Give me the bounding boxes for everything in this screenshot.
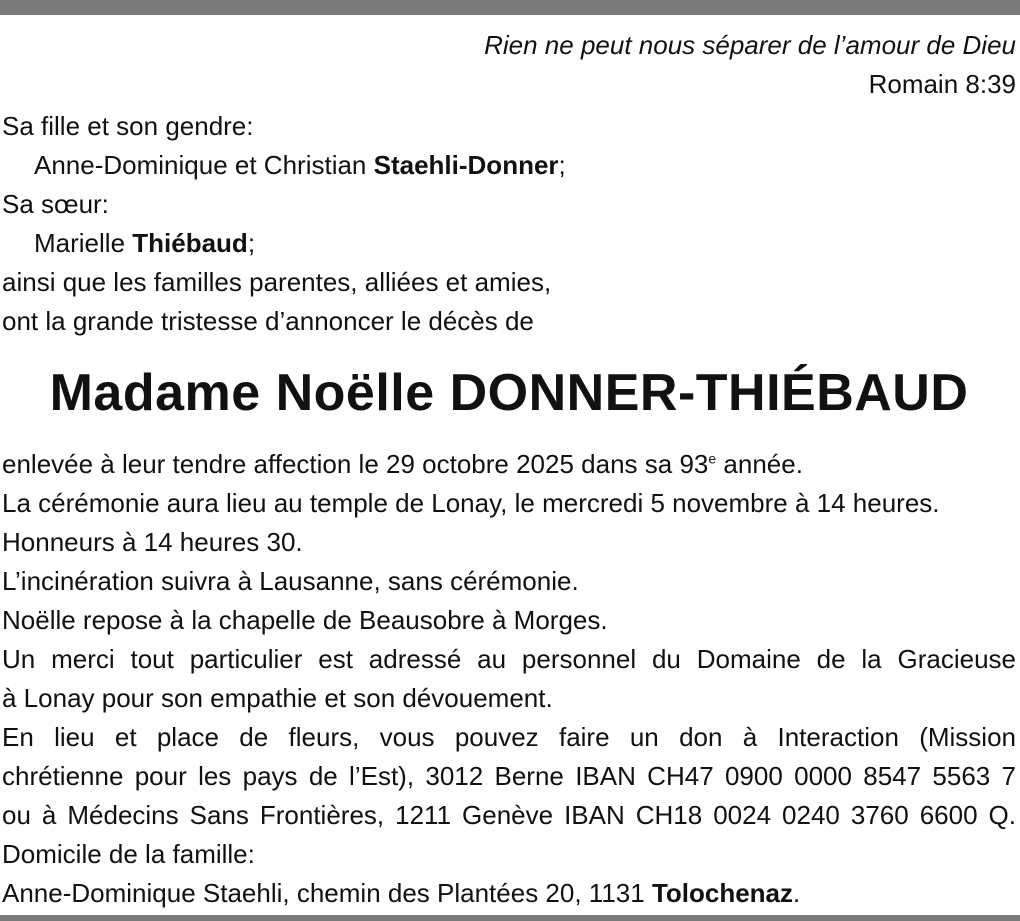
- family-line-relatives: ainsi que les familles parentes, alliées et amies,: [2, 267, 552, 297]
- family-line-sister-name: Marielle Thiébaud;: [34, 228, 256, 258]
- body-line-donation-1: En lieu et place de fleurs, vous pouvez faire un don à Interaction (Mission: [2, 722, 1016, 752]
- top-rule: [0, 0, 1020, 15]
- family-line-announcement: ont la grande tristesse d’annoncer le décès de: [2, 306, 534, 336]
- body-line-address-heading: Domicile de la famille:: [2, 839, 255, 869]
- bible-verse: Rien ne peut nous séparer de l’amour de Dieu: [484, 30, 1016, 60]
- surname-staehli-donner: Staehli-Donner: [373, 150, 559, 180]
- family-line-daughter-names: Anne-Dominique et Christian Staehli-Donner;: [34, 150, 566, 180]
- body-line-repose: Noëlle repose à la chapelle de Beausobre à Morges.: [2, 605, 608, 635]
- deceased-name: Madame Noëlle DONNER-THIÉBAUD: [49, 364, 969, 422]
- family-line-daughter-heading: Sa fille et son gendre:: [2, 111, 254, 141]
- body-line-age: enlevée à leur tendre affection le 29 octobre 2025 dans sa 93e année.: [2, 449, 803, 479]
- obituary-notice: [2, 26, 1016, 913]
- town-tolochenaz: Tolochenaz: [651, 878, 794, 908]
- bible-reference: Romain 8:39: [868, 69, 1016, 99]
- body-line-ceremony: La cérémonie aura lieu au temple de Lonay, le mercredi 5 novembre à 14 heures.: [2, 488, 940, 518]
- body-line-thanks-2: à Lonay pour son empathie et son dévouement.: [2, 683, 553, 713]
- body-line-address: Anne-Dominique Staehli, chemin des Plantées 20, 1131 Tolochenaz.: [2, 878, 801, 908]
- bottom-rule: [0, 915, 1020, 921]
- body-line-honours: Honneurs à 14 heures 30.: [2, 527, 303, 557]
- family-line-sister-heading: Sa sœur:: [2, 189, 109, 219]
- body-line-thanks-1: Un merci tout particulier est adressé au personnel du Domaine de la Gracieuse: [2, 644, 1016, 674]
- body-line-cremation: L’incinération suivra à Lausanne, sans cérémonie.: [2, 566, 579, 596]
- surname-thiebaud: Thiébaud: [132, 228, 248, 258]
- body-line-donation-2: chrétienne pour les pays de l’Est), 3012 Berne IBAN CH47 0900 0000 8547 5563 7: [2, 761, 1016, 791]
- body-line-donation-3: ou à Médecins Sans Frontières, 1211 Genève IBAN CH18 0024 0240 3760 6600 Q.: [2, 800, 1016, 830]
